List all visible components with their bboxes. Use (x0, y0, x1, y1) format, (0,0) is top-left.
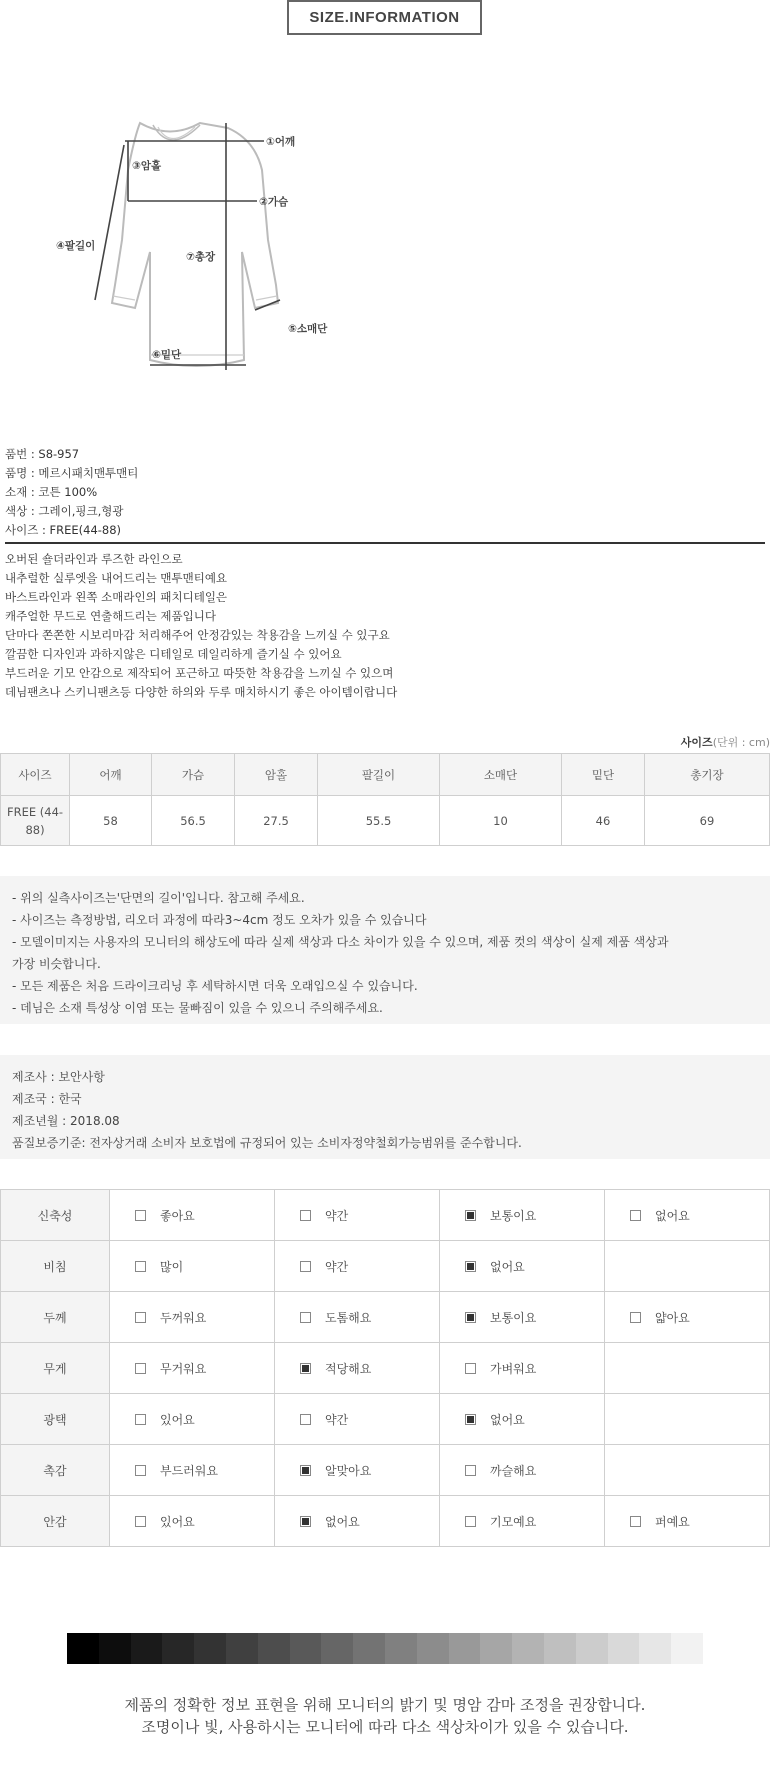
feel-option-label: 없어요 (490, 1259, 525, 1274)
feel-option (440, 1241, 605, 1292)
sweatshirt-illustration (50, 110, 350, 380)
feel-option-label: 두꺼워요 (160, 1310, 207, 1325)
feel-option (110, 1190, 275, 1241)
feel-category: 광택 (1, 1394, 110, 1445)
monitor-line: 조명이나 빛, 사용하시는 모니터에 따라 다소 색상차이가 있을 수 있습니다. (141, 1718, 629, 1736)
spec-item-name: 품명 : 메르시패치맨투맨티 (5, 466, 139, 480)
feel-option (275, 1343, 440, 1394)
gray-swatch (449, 1633, 481, 1664)
spec-size: 사이즈 : FREE(44-88) (5, 523, 122, 537)
feel-option (440, 1394, 605, 1445)
feel-option (110, 1496, 275, 1547)
gray-swatch (99, 1633, 131, 1664)
unchecked-checkbox (465, 1363, 476, 1374)
feel-option (110, 1343, 275, 1394)
gray-swatch (258, 1633, 290, 1664)
size-header-cell: 총기장 (645, 754, 770, 796)
unit-label: (단위 : cm) (712, 736, 770, 749)
unchecked-checkbox (465, 1516, 476, 1527)
description-line: 데님팬츠나 스키니팬츠등 다양한 하의와 두루 매치하시기 좋은 아이템이랍니다 (5, 685, 398, 699)
description-line: 바스트라인과 왼쪽 소매라인의 패치디테일은 (5, 590, 228, 604)
unchecked-checkbox (135, 1210, 146, 1221)
notice-line: - 사이즈는 측정방법, 리오더 과정에 따라3~4cm 정도 오차가 있을 수 있습니다 (12, 913, 427, 927)
gray-swatch (512, 1633, 544, 1664)
feel-option (275, 1445, 440, 1496)
size-cell: 46 (562, 796, 645, 846)
unchecked-checkbox (300, 1414, 311, 1425)
table-row (1, 1292, 770, 1343)
unchecked-checkbox (135, 1261, 146, 1272)
feel-option-label: 약간 (325, 1412, 349, 1427)
description-line: 내추럴한 실루엣을 내어드리는 맨투맨티예요 (5, 571, 228, 585)
feel-category: 촉감 (1, 1445, 110, 1496)
gray-swatch (544, 1633, 576, 1664)
feel-option-label: 없어요 (655, 1208, 690, 1223)
product-description (5, 550, 765, 702)
description-line: 부드러운 기모 안감으로 제작되어 포근하고 따뜻한 착용감을 느끼실 수 있으며 (5, 666, 394, 680)
unchecked-checkbox (135, 1414, 146, 1425)
monitor-notice (0, 1694, 770, 1738)
feel-option (275, 1241, 440, 1292)
notice-line: - 모든 제품은 처음 드라이크리닝 후 세탁하시면 더욱 오래입으실 수 있습니다. (12, 979, 418, 993)
size-cell: 56.5 (152, 796, 235, 846)
unchecked-checkbox (300, 1261, 311, 1272)
feel-option-empty (605, 1241, 770, 1292)
feel-option (605, 1496, 770, 1547)
unchecked-checkbox (465, 1465, 476, 1476)
unchecked-checkbox (630, 1312, 641, 1323)
unchecked-checkbox (135, 1363, 146, 1374)
spec-item-number: 품번 : S8-957 (5, 447, 80, 461)
checked-checkbox (465, 1261, 476, 1272)
feel-option (275, 1394, 440, 1445)
size-header-cell: 소매단 (440, 754, 562, 796)
feel-option (605, 1292, 770, 1343)
spec-divider (5, 542, 765, 544)
checked-checkbox (465, 1210, 476, 1221)
unchecked-checkbox (135, 1516, 146, 1527)
size-information-title: SIZE.INFORMATION (287, 0, 482, 35)
feel-option-label: 보통이요 (490, 1208, 537, 1223)
size-header-cell: 밑단 (562, 754, 645, 796)
table-row (1, 796, 770, 846)
feel-option-label: 약간 (325, 1259, 349, 1274)
feel-option (275, 1190, 440, 1241)
feel-option-label: 도톰해요 (325, 1310, 372, 1325)
feel-option-label: 얇아요 (655, 1310, 690, 1325)
unchecked-checkbox (300, 1312, 311, 1323)
table-row (1, 1445, 770, 1496)
feel-option-empty (605, 1445, 770, 1496)
gray-swatch (480, 1633, 512, 1664)
garment-diagram (50, 110, 350, 380)
unchecked-checkbox (300, 1210, 311, 1221)
size-cell: 10 (440, 796, 562, 846)
feel-option-label: 무거워요 (160, 1361, 207, 1376)
size-header-cell: 가슴 (152, 754, 235, 796)
feel-option (275, 1496, 440, 1547)
feel-category: 신축성 (1, 1190, 110, 1241)
feel-option (110, 1241, 275, 1292)
unit-bold: 사이즈 (680, 736, 713, 749)
gray-swatch (290, 1633, 322, 1664)
feel-category: 두께 (1, 1292, 110, 1343)
spec-material: 소재 : 코튼 100% (5, 485, 98, 499)
feel-option-label: 없어요 (490, 1412, 525, 1427)
checked-checkbox (465, 1312, 476, 1323)
feel-category: 비침 (1, 1241, 110, 1292)
label-total-length: ⑦총장 (186, 251, 216, 263)
feel-option-label: 적당해요 (325, 1361, 372, 1376)
feel-option (275, 1292, 440, 1343)
feel-option-label: 좋아요 (160, 1208, 195, 1223)
size-notice (0, 876, 770, 1024)
size-unit-note (681, 734, 770, 750)
grayscale-calibration-bar (67, 1633, 703, 1664)
unchecked-checkbox (135, 1465, 146, 1476)
feel-option-label: 약간 (325, 1208, 349, 1223)
size-cell: FREE (44-88) (1, 796, 70, 846)
size-cell: 55.5 (318, 796, 440, 846)
label-hem: ⑥밑단 (152, 349, 182, 361)
gray-swatch (194, 1633, 226, 1664)
table-row (1, 1241, 770, 1292)
label-shoulder: ①어깨 (266, 136, 296, 148)
gray-swatch (131, 1633, 163, 1664)
feel-option-empty (605, 1343, 770, 1394)
label-chest: ②가슴 (259, 196, 289, 208)
feel-option-label: 퍼예요 (655, 1514, 690, 1529)
maker-line: 제조국 : 한국 (12, 1092, 82, 1106)
size-cell: 58 (70, 796, 152, 846)
label-armhole: ③암홀 (132, 160, 162, 172)
feel-option-label: 알맞아요 (325, 1463, 372, 1478)
feel-option (110, 1394, 275, 1445)
table-row (1, 1343, 770, 1394)
feel-option-label: 가벼워요 (490, 1361, 537, 1376)
size-table (0, 753, 770, 846)
feel-option-empty (605, 1394, 770, 1445)
gray-swatch (608, 1633, 640, 1664)
notice-line: - 데님은 소재 특성상 이염 또는 물빠짐이 있을 수 있으니 주의해주세요. (12, 1001, 383, 1015)
feel-option-label: 있어요 (160, 1412, 195, 1427)
maker-line: 제조사 : 보안사항 (12, 1070, 105, 1084)
feel-option-label: 없어요 (325, 1514, 360, 1529)
feel-option (440, 1292, 605, 1343)
checked-checkbox (465, 1414, 476, 1425)
size-header-cell: 암홀 (235, 754, 318, 796)
notice-line: 가장 비슷합니다. (12, 957, 101, 971)
gray-swatch (417, 1633, 449, 1664)
size-cell: 27.5 (235, 796, 318, 846)
description-line: 오버된 숄더라인과 루즈한 라인으로 (5, 552, 183, 566)
feel-option (440, 1190, 605, 1241)
size-header-cell: 팔길이 (318, 754, 440, 796)
feel-option (110, 1292, 275, 1343)
unchecked-checkbox (135, 1312, 146, 1323)
maker-line: 제조년월 : 2018.08 (12, 1114, 120, 1128)
feel-option-label: 보통이요 (490, 1310, 537, 1325)
feel-option-label: 있어요 (160, 1514, 195, 1529)
feel-category: 무게 (1, 1343, 110, 1394)
feel-option-label: 많이 (160, 1259, 184, 1274)
unchecked-checkbox (630, 1210, 641, 1221)
size-header-cell: 사이즈 (1, 754, 70, 796)
description-line: 캐주얼한 무드로 연출해드리는 제품입니다 (5, 609, 216, 623)
checked-checkbox (300, 1465, 311, 1476)
checked-checkbox (300, 1516, 311, 1527)
spec-color: 색상 : 그레이,핑크,형광 (5, 504, 124, 518)
feel-option (440, 1496, 605, 1547)
monitor-line: 제품의 정확한 정보 표현을 위해 모니터의 밝기 및 명암 감마 조정을 권장합니다. (124, 1696, 646, 1714)
feel-option (440, 1445, 605, 1496)
size-header-cell: 어깨 (70, 754, 152, 796)
size-table-header (1, 754, 770, 796)
product-spec (5, 445, 765, 702)
feel-option (440, 1343, 605, 1394)
feel-option-label: 기모예요 (490, 1514, 537, 1529)
description-line: 깔끔한 디자인과 과하지않은 디테일로 데일리하게 즐기실 수 있어요 (5, 647, 342, 661)
table-row (1, 1496, 770, 1547)
gray-swatch (67, 1633, 99, 1664)
label-cuff: ⑤소매단 (288, 323, 328, 335)
feel-category: 안감 (1, 1496, 110, 1547)
gray-swatch (226, 1633, 258, 1664)
feel-option-label: 까슬해요 (490, 1463, 537, 1478)
notice-line: - 위의 실측사이즈는'단면의 길이'입니다. 참고해 주세요. (12, 891, 305, 905)
gray-swatch (385, 1633, 417, 1664)
fabric-feel-table (0, 1189, 770, 1547)
feel-option (110, 1445, 275, 1496)
notice-line: - 모델이미지는 사용자의 모니터의 해상도에 따라 실제 색상과 다소 차이가 있을 수 있으며, 제품 컷의 색상이 실제 제품 색상과 (12, 935, 669, 949)
feel-option-label: 부드러워요 (160, 1463, 218, 1478)
size-cell: 69 (645, 796, 770, 846)
gray-swatch (321, 1633, 353, 1664)
gray-swatch (576, 1633, 608, 1664)
gray-swatch (671, 1633, 703, 1664)
table-row (1, 1190, 770, 1241)
checked-checkbox (300, 1363, 311, 1374)
feel-option (605, 1190, 770, 1241)
maker-line: 품질보증기준: 전자상거래 소비자 보호법에 규정되어 있는 소비자정약철회가능범위를 준수합니다. (12, 1136, 522, 1150)
label-arm-length: ④팔길이 (56, 240, 96, 252)
unchecked-checkbox (630, 1516, 641, 1527)
gray-swatch (162, 1633, 194, 1664)
gray-swatch (639, 1633, 671, 1664)
manufacturer-info (0, 1055, 770, 1159)
gray-swatch (353, 1633, 385, 1664)
description-line: 단마다 쫀쫀한 시보리마감 처리해주어 안정감있는 착용감을 느끼실 수 있구요 (5, 628, 390, 642)
table-row (1, 1394, 770, 1445)
